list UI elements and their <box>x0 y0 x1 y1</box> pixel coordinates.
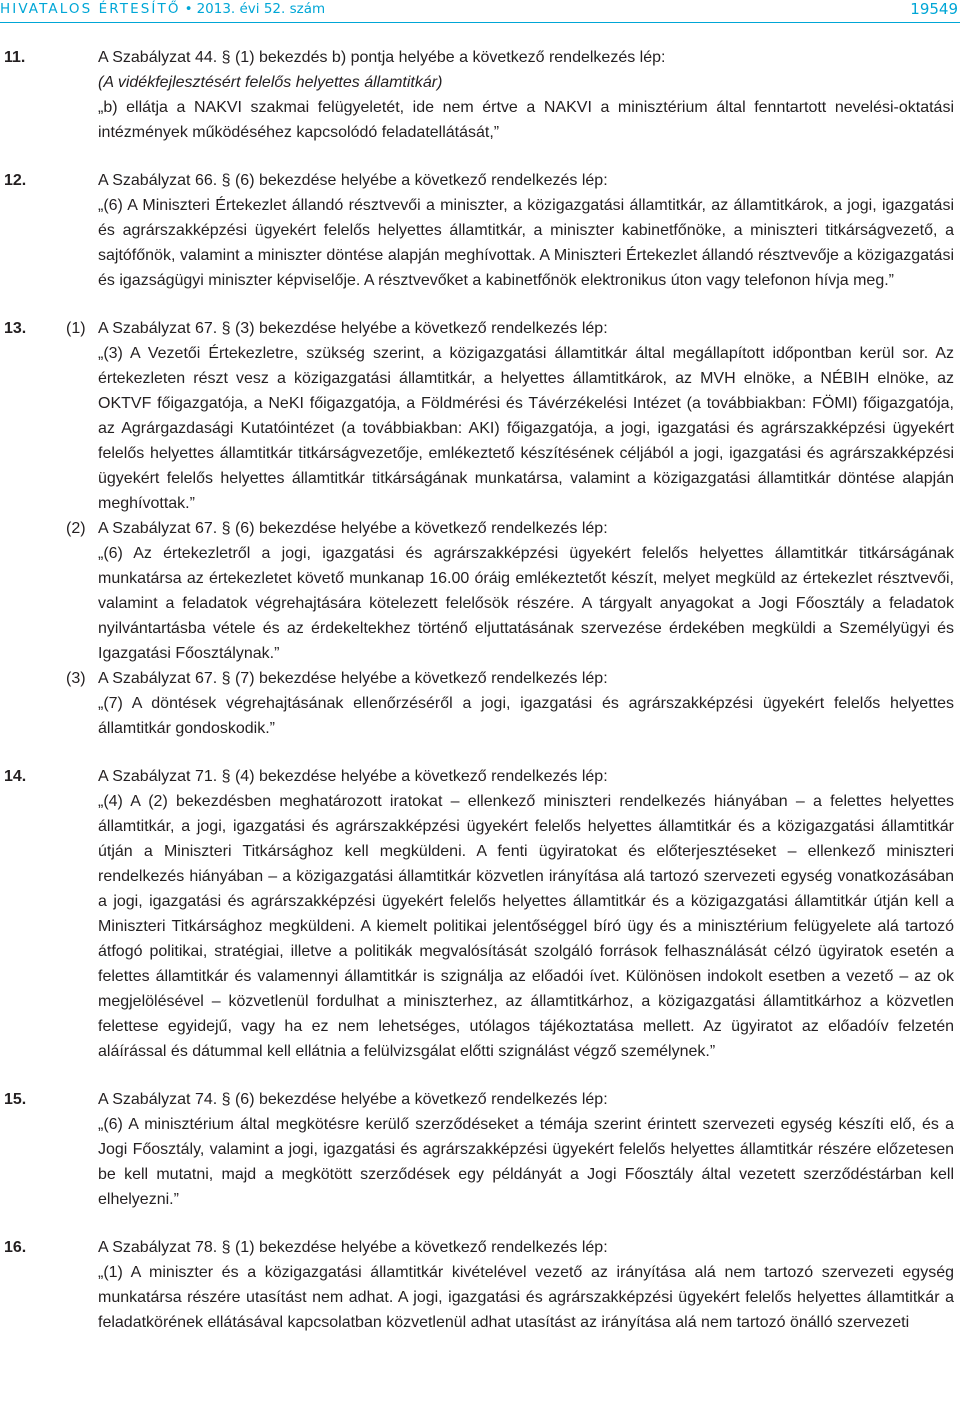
subsection-label: (2) <box>66 520 86 537</box>
amendment-intro: A Szabályzat 67. § (6) bekezdése helyébe a következő rendelkezés lép: <box>98 520 608 537</box>
amendment-text: „(4) A (2) bekezdésben meghatározott iratokat – ellenkező miniszteri rendelkezés hiányában – a felettes helyettes államtitkár, a jogi, igazgatási és agrárszakképzési ügyekért felelős helyettes államtitkár és a közigazgatási államtitkár útján a Miniszteri Titkársághoz kell megküldeni. A fenti ügyiratokat és előterjesztéseket – ellenkező miniszteri rendelkezés hiányában – a közigazgatási államtitkár közvetlen irányítása alá tartozó szervezeti egység vonatkozásában a jogi, igazgatási és agrárszakképzési ügyekért felelős helyettes államtitkár és a közigazgatási államtitkár útján kell a Miniszteri Titkársághoz megküldeni. A kiemelt politikai jelentőséggel bíró ügy és a minisztérium felügyelete alá tartozó átfogó politikai, stratégiai, illetve a politikák megvalósítását szolgáló források felhasználását célzó ügyiratok esetén a felettes államtitkár és valamennyi államtitkár is szignálja az előadói ívet. Különösen indokolt esetben a vezető – az ok megjelölésével – közvetlenül fordulhat a miniszterhez, az államtitkárhoz, a közigazgatási államtitkárhoz a közvetlen felettese egyidejű, vagy ha ez nem lehetséges, utólagos tájékoztatása mellett. Az ügyiratot az előadóív felzetén aláírással és dátummal kell ellátnia a felülvizsgálat előtti szignálást végző személynek.” <box>98 793 954 1060</box>
amendment-number: 13. <box>4 320 27 337</box>
amendment-text: „(6) A Miniszteri Értekezlet állandó résztvevői a miniszter, a közigazgatási államtitkár, az államtitkárok, a jogi, igazgatási és agrárszakképzési ügyekért felelős helyettes államtitkár, a miniszter kabinetfőnöke, a miniszteri titkárságvezető, a sajtófőnök, valamint a miniszter döntése alapján meghívottak. A Miniszteri Értekezlet állandó résztvevője a közigazgatási és igazságügyi miniszter képviselője. A résztvevőket a kabinetfőnök elektronikus úton vagy telefonon hívja meg.” <box>98 197 954 289</box>
amendment-13 <box>0 316 960 741</box>
amendment-intro: A Szabályzat 78. § (1) bekezdése helyébe a következő rendelkezés lép: <box>98 1239 608 1256</box>
amendment-15 <box>0 1087 960 1212</box>
amendment-16 <box>0 1235 960 1335</box>
amendment-number: 12. <box>4 172 27 189</box>
subsection-2 <box>0 516 960 666</box>
subsection-label: (3) <box>66 670 86 687</box>
amendment-intro: A Szabályzat 71. § (4) bekezdése helyébe a következő rendelkezés lép: <box>98 768 608 785</box>
amendment-intro: A Szabályzat 74. § (6) bekezdése helyébe a következő rendelkezés lép: <box>98 1091 608 1108</box>
issue-label: 2013. évi 52. szám <box>196 1 326 17</box>
amendment-11 <box>0 45 960 145</box>
amendment-intro: A Szabályzat 67. § (3) bekezdése helyébe a következő rendelkezés lép: <box>98 320 608 337</box>
amendment-text: „(1) A miniszter és a közigazgatási államtitkár kivételével vezető az irányítása alá nem tartozó szervezeti egység munkatársa részére utasítást nem adhat. A jogi, igazgatási és agrárszakképzési ügyekért felelős helyettes államtitkár a feladatkörének ellátásával kapcsolatban közvetlenül adhat utasítást az irányítása alá nem tartozó önálló szervezeti <box>98 1264 954 1331</box>
amendment-number: 14. <box>4 768 27 785</box>
amendment-text: „(6) Az értekezletről a jogi, igazgatási és agrárszakképzési ügyekért felelős helyettes államtitkár titkárságának munkatársa az értekezletet követő munkanap 16.00 óráig emlékeztetőt készít, melyet megküld az értekezlet résztvevői, valamint a feladatok végrehajtására kötelezett felelősök részére. A tárgyalt anyagokat a Jogi Főosztály a feladatok nyilvántartásba vétele és az érdekeltekhez történő eljuttatásának szervezése érdekében megküldi a Személyügyi és Igazgatási Főosztálynak.” <box>98 545 954 662</box>
amendment-text: „(6) A minisztérium által megkötésre kerülő szerződéseket a témája szerint érintett szervezeti egység készíti elő, és a Jogi Főosztály, valamint a jogi, igazgatási és agrárszakképzési ügyekért felelős helyettes államtitkár részére előzetesen be kell mutatni, majd a megkötött szerződések egy példányát a Jogi Főosztály által vezetett szerződéstárban kell elhelyezni.” <box>98 1116 954 1208</box>
amendment-text: „(7) A döntések végrehajtásának ellenőrzéséről a jogi, igazgatási és agrárszakképzési ügyekért felelős helyettes államtitkár gondoskodik.” <box>98 695 954 737</box>
amendment-number: 11. <box>4 49 26 66</box>
header-bullet: • <box>184 1 193 17</box>
amendment-text: „b) ellátja a NAKVI szakmai felügyeletét, ide nem értve a NAKVI a minisztérium által fenntartott nevelési-oktatási intézmények működéséhez kapcsolódó feladatellátását,” <box>98 99 954 141</box>
amendment-intro: A Szabályzat 67. § (7) bekezdése helyébe a következő rendelkezés lép: <box>98 670 608 687</box>
italic-note: (A vidékfejlesztésért felelős helyettes államtitkár) <box>98 74 443 91</box>
page-header <box>0 0 960 22</box>
subsection-label: (1) <box>66 320 86 337</box>
amendment-text: „(3) A Vezetői Értekezletre, szükség szerint, a közigazgatási államtitkár által megállapított időpontban kerül sor. Az értekezleten részt vesz a közigazgatási államtitkár, a helyettes államtitkárok, az MVH elnöke, a NÉBIH elnöke, az OKTVF főigazgatója, a NeKI főigazgatója, a Földmérési és Távérzékelési Intézet (a továbbiakban: FÖMI) főigazgatója, az Agrárgazdasági Kutatóintézet (a továbbiakban: AKI) főigazgatója, a jogi, igazgatási és agrárszakképzési ügyekért felelős helyettes államtitkár titkárságvezetője, emlékeztető készítésének céljából a jogi, igazgatási és agrárszakképzési ügyekért felelős helyettes államtitkár titkárságának munkatársa, valamint a közigazgatási államtitkár döntése alapján meghívottak.” <box>98 345 954 512</box>
amendment-intro: A Szabályzat 44. § (1) bekezdés b) pontja helyébe a következő rendelkezés lép: <box>98 49 666 66</box>
page-number: 19549 <box>910 0 958 18</box>
amendment-number: 16. <box>4 1239 27 1256</box>
journal-header <box>0 0 325 18</box>
document-body <box>0 45 960 1335</box>
journal-title: HIVATALOS ÉRTESÍTŐ <box>0 1 181 17</box>
subsection-3 <box>0 666 960 741</box>
amendment-intro: A Szabályzat 66. § (6) bekezdése helyébe a következő rendelkezés lép: <box>98 172 608 189</box>
header-rule <box>0 22 960 23</box>
subsection-1 <box>0 316 960 516</box>
amendment-12 <box>0 168 960 293</box>
amendment-14 <box>0 764 960 1064</box>
amendment-number: 15. <box>4 1091 27 1108</box>
